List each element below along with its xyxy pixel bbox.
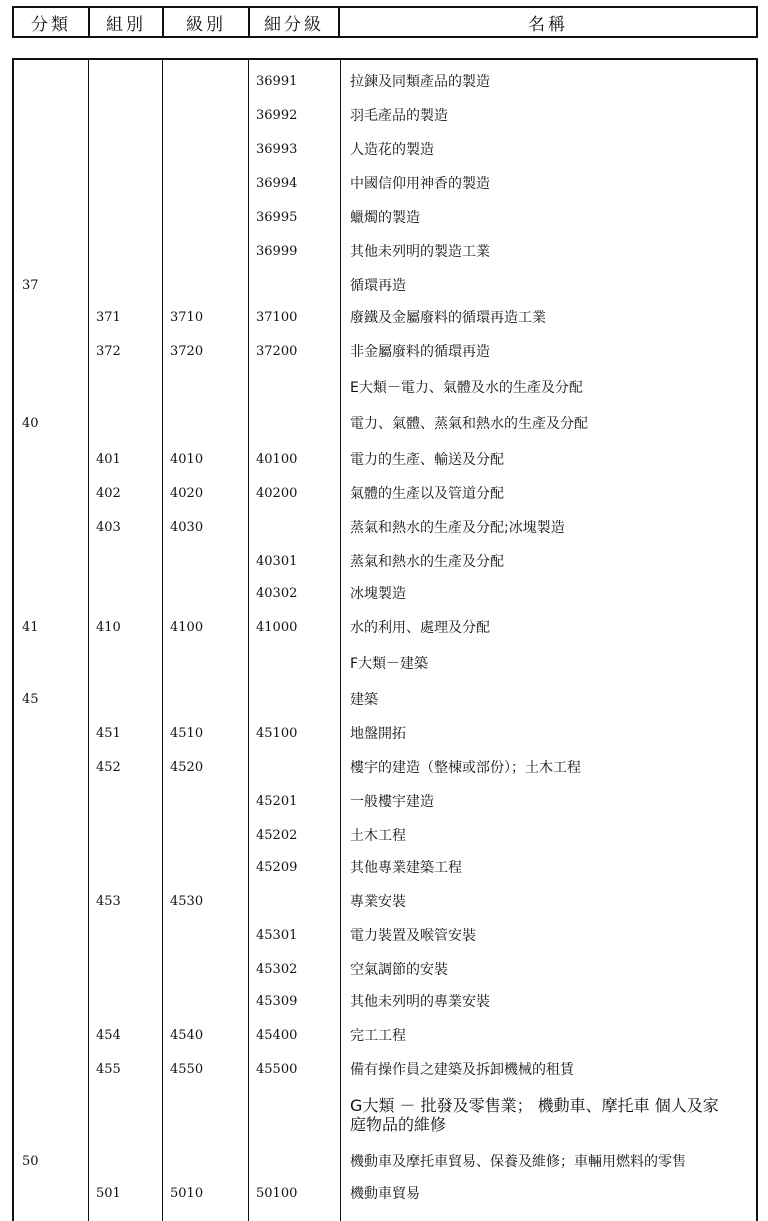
- name-cell: 羽毛產品的製造: [350, 108, 448, 124]
- table-row: [14, 616, 756, 640]
- table-row: [14, 756, 756, 780]
- class-cell: 4540: [170, 1028, 204, 1043]
- class-cell: 4100: [170, 620, 204, 635]
- table-row: [14, 412, 756, 436]
- table-row: [14, 104, 756, 128]
- name-cell: 拉鍊及同類產品的製造: [350, 74, 490, 90]
- name-cell: 氣體的生產以及管道分配: [350, 486, 504, 502]
- table-row: [14, 1096, 756, 1134]
- subclass-cell: 36993: [256, 142, 298, 157]
- group-cell: 410: [96, 620, 121, 635]
- group-cell: 454: [96, 1028, 121, 1043]
- name-cell: 備有操作員之建築及拆卸機械的租賃: [350, 1062, 574, 1078]
- name-cell: 中國信仰用神香的製造: [350, 176, 490, 192]
- subclass-cell: 45100: [256, 726, 298, 741]
- subclass-cell: 40100: [256, 452, 298, 467]
- table-row: [14, 70, 756, 94]
- name-cell: 廢鐵及金屬廢料的循環再造工業: [350, 310, 546, 326]
- class-cell: 4020: [170, 486, 204, 501]
- group-cell: 452: [96, 760, 121, 775]
- table-row: [14, 890, 756, 914]
- name-cell: E大類－電力、氣體及水的生產及分配: [350, 380, 583, 396]
- name-cell: 土木工程: [350, 828, 406, 844]
- group-cell: 403: [96, 520, 121, 535]
- name-cell: 一般樓宇建造: [350, 794, 434, 810]
- header-category: 分類: [14, 8, 90, 36]
- table-row: [14, 172, 756, 196]
- table-row: [14, 306, 756, 330]
- table-row: [14, 1182, 756, 1206]
- table-row: [14, 824, 756, 848]
- subclass-cell: 37200: [256, 344, 298, 359]
- category-cell: 50: [22, 1154, 39, 1169]
- table-body: [12, 58, 758, 1221]
- name-cell: G大類 － 批發及零售業； 機動車、摩托車 個人及家庭物品的維修: [350, 1096, 719, 1134]
- class-cell: 4030: [170, 520, 204, 535]
- class-cell: 4510: [170, 726, 204, 741]
- subclass-cell: 37100: [256, 310, 298, 325]
- name-cell: F大類－建築: [350, 656, 429, 672]
- name-cell: 電力裝置及喉管安裝: [350, 928, 476, 944]
- class-cell: 3720: [170, 344, 204, 359]
- name-cell: 其他專業建築工程: [350, 860, 462, 876]
- table-row: [14, 376, 756, 400]
- table-row: [14, 582, 756, 606]
- category-cell: 37: [22, 278, 39, 293]
- class-cell: 4550: [170, 1062, 204, 1077]
- name-cell: 專業安裝: [350, 894, 406, 910]
- table-row: [14, 1024, 756, 1048]
- name-cell: 蠟燭的製造: [350, 210, 420, 226]
- subclass-cell: 50100: [256, 1186, 298, 1201]
- table-header: [12, 6, 758, 38]
- header-name: 名稱: [528, 14, 568, 35]
- subclass-cell: 40200: [256, 486, 298, 501]
- group-cell: 453: [96, 894, 121, 909]
- table-row: [14, 958, 756, 982]
- header-subclass: 細分級: [250, 8, 340, 36]
- subclass-cell: 36992: [256, 108, 298, 123]
- table-row: [14, 138, 756, 162]
- group-cell: 451: [96, 726, 121, 741]
- name-cell: 機動車貿易: [350, 1186, 420, 1202]
- table-row: [14, 924, 756, 948]
- table-row: [14, 482, 756, 506]
- name-cell: 建築: [350, 692, 378, 708]
- group-cell: 455: [96, 1062, 121, 1077]
- subclass-cell: 45201: [256, 794, 298, 809]
- table-row: [14, 448, 756, 472]
- name-cell: 地盤開拓: [350, 726, 406, 742]
- name-cell: 非金屬廢料的循環再造: [350, 344, 490, 360]
- subclass-cell: 45500: [256, 1062, 298, 1077]
- name-cell: 冰塊製造: [350, 586, 406, 602]
- subclass-cell: 40302: [256, 586, 298, 601]
- table-row: [14, 790, 756, 814]
- table-row: [14, 274, 756, 298]
- header-class: 級別: [164, 8, 250, 36]
- name-cell: 其他未列明的製造工業: [350, 244, 490, 260]
- name-cell: 機動車及摩托車貿易、保養及維修；車輛用燃料的零售: [350, 1154, 686, 1170]
- category-cell: 41: [22, 620, 39, 635]
- table-row: [14, 1150, 756, 1174]
- table-row: [14, 722, 756, 746]
- subclass-cell: 36991: [256, 74, 298, 89]
- name-cell: 人造花的製造: [350, 142, 434, 158]
- subclass-cell: 45400: [256, 1028, 298, 1043]
- table-row: [14, 516, 756, 540]
- name-cell: 蒸氣和熱水的生產及分配;冰塊製造: [350, 520, 565, 536]
- class-cell: 4010: [170, 452, 204, 467]
- name-cell: 電力、氣體、蒸氣和熱水的生產及分配: [350, 416, 588, 432]
- table-row: [14, 688, 756, 712]
- name-cell: 電力的生產、輸送及分配: [350, 452, 504, 468]
- subclass-cell: 45209: [256, 860, 298, 875]
- subclass-cell: 36995: [256, 210, 298, 225]
- subclass-cell: 36999: [256, 244, 298, 259]
- subclass-cell: 36994: [256, 176, 298, 191]
- subclass-cell: 45301: [256, 928, 298, 943]
- group-cell: 501: [96, 1186, 121, 1201]
- category-cell: 40: [22, 416, 39, 431]
- header-group: 組別: [90, 8, 164, 36]
- table-row: [14, 652, 756, 676]
- subclass-cell: 45309: [256, 994, 298, 1009]
- subclass-cell: 45202: [256, 828, 298, 843]
- subclass-cell: 41000: [256, 620, 298, 635]
- class-cell: 5010: [170, 1186, 204, 1201]
- name-cell: 水的利用、處理及分配: [350, 620, 490, 636]
- subclass-cell: 40301: [256, 554, 298, 569]
- class-cell: 3710: [170, 310, 204, 325]
- name-cell: 完工工程: [350, 1028, 406, 1044]
- table-row: [14, 240, 756, 264]
- group-cell: 402: [96, 486, 121, 501]
- table-row: [14, 1058, 756, 1082]
- class-cell: 4530: [170, 894, 204, 909]
- name-cell: 其他未列明的專業安裝: [350, 994, 490, 1010]
- name-cell: 蒸氣和熱水的生產及分配: [350, 554, 504, 570]
- subclass-cell: 45302: [256, 962, 298, 977]
- table-row: [14, 550, 756, 574]
- table-row: [14, 206, 756, 230]
- table-row: [14, 340, 756, 364]
- group-cell: 371: [96, 310, 121, 325]
- name-cell: 空氣調節的安裝: [350, 962, 448, 978]
- name-cell: 循環再造: [350, 278, 406, 294]
- name-cell: 樓宇的建造（整棟或部份）；土木工程: [350, 760, 581, 776]
- group-cell: 372: [96, 344, 121, 359]
- table-row: [14, 856, 756, 880]
- group-cell: 401: [96, 452, 121, 467]
- class-cell: 4520: [170, 760, 204, 775]
- category-cell: 45: [22, 692, 39, 707]
- table-row: [14, 990, 756, 1014]
